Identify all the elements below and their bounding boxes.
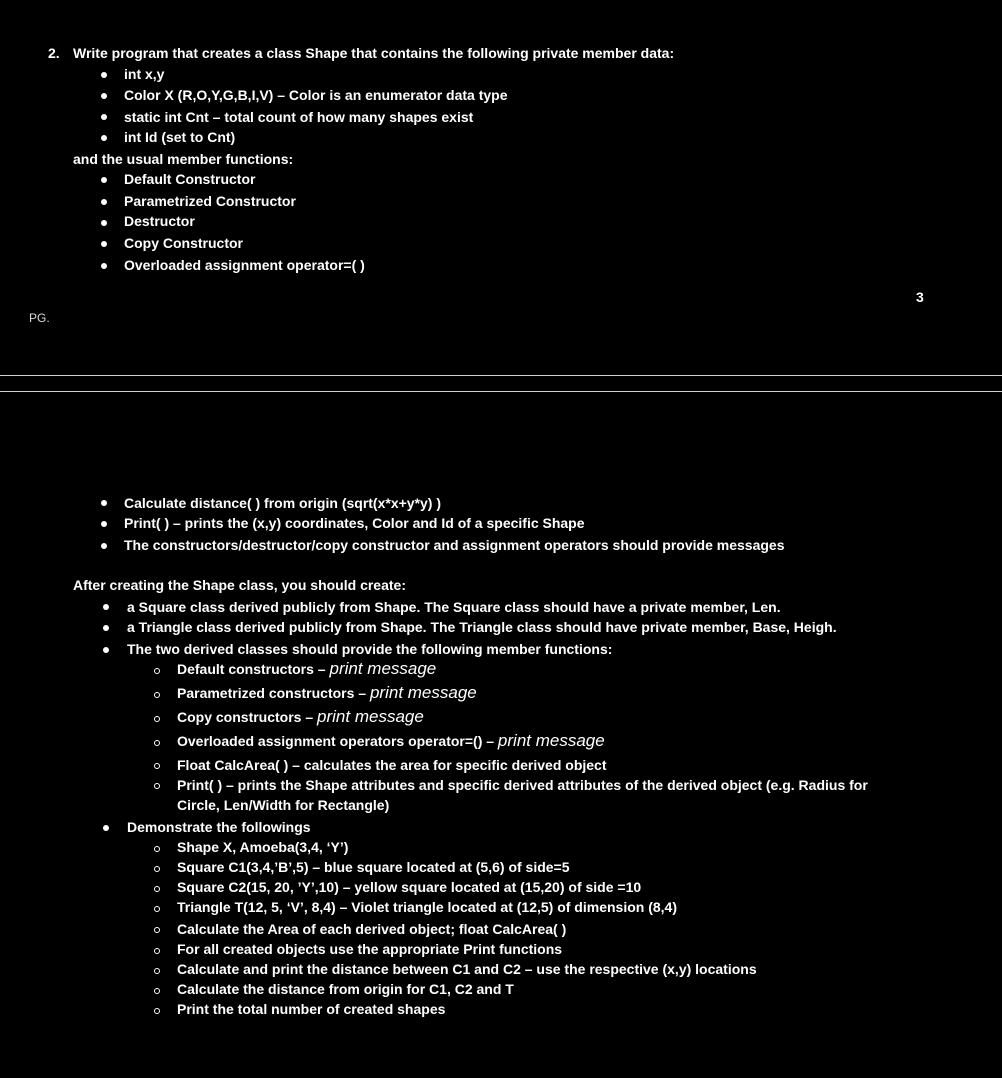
circle-bullet — [154, 716, 160, 722]
circle-bullet — [154, 988, 160, 994]
circle-bullet — [154, 968, 160, 974]
demonstrate-item: For all created objects use the appropriate Print functions — [177, 941, 563, 957]
bullet-dot — [101, 500, 107, 506]
derived-function-italic: print message — [317, 707, 424, 726]
derived-item: The two derived classes should provide the following member functions: — [127, 641, 613, 657]
bullet-dot — [101, 241, 107, 247]
circle-bullet — [154, 763, 160, 769]
pg-label: PG. — [29, 311, 50, 325]
bullet-dot — [101, 114, 107, 120]
function-item: Parametrized Constructor — [124, 193, 296, 209]
demonstrate-item: Calculate the distance from origin for C1, C2 and T — [177, 981, 514, 997]
page-separator — [0, 375, 1002, 376]
function-item: Overloaded assignment operator=( ) — [124, 257, 365, 273]
derived-function-text: Copy constructors – — [177, 709, 318, 725]
derived-function-item-continued: Circle, Len/Width for Rectangle) — [177, 797, 390, 813]
function-item: Destructor — [124, 213, 195, 229]
bullet-dot — [103, 625, 109, 631]
demonstrate-intro: Demonstrate the followings — [127, 819, 311, 835]
page-bottom — [0, 392, 1002, 1078]
derived-function-italic: print message — [497, 731, 605, 750]
bullet-dot — [101, 72, 107, 78]
derived-function-item — [177, 732, 605, 750]
demonstrate-item: Square C1(3,4,’B’,5) – blue square located at (5,6) of side=5 — [177, 859, 570, 875]
circle-bullet — [154, 906, 160, 912]
bullet-dot — [101, 263, 107, 269]
circle-bullet — [154, 692, 160, 698]
bullet-dot — [103, 825, 109, 831]
heading-number: 2. — [48, 45, 60, 61]
member-item: static int Cnt – total count of how many shapes exist — [124, 109, 474, 125]
derived-function-item — [177, 684, 477, 702]
member-item: int x,y — [124, 66, 165, 82]
demonstrate-item: Calculate and print the distance between C1 and C2 – use the respective (x,y) locations — [177, 961, 757, 977]
circle-bullet — [154, 866, 160, 872]
circle-bullet — [154, 1008, 160, 1014]
function-item: The constructors/destructor/copy constructor and assignment operators should provide messages — [124, 537, 785, 553]
derived-function-item — [177, 708, 424, 726]
function-item: Default Constructor — [124, 171, 256, 187]
bullet-dot — [101, 543, 107, 549]
derived-function-item: Print( ) – prints the Shape attributes and specific derived attributes of the derived object (e.g. Radius for — [177, 777, 868, 793]
bullet-dot — [101, 521, 107, 527]
demonstrate-item: Triangle T(12, 5, ‘V’, 8,4) – Violet triangle located at (12,5) of dimension (8,4) — [177, 899, 677, 915]
derived-function-text: Default constructors – — [177, 661, 330, 677]
demonstrate-item: Print the total number of created shapes — [177, 1001, 446, 1017]
demonstrate-item: Square C2(15, 20, ’Y’,10) – yellow square located at (15,20) of side =10 — [177, 879, 642, 895]
member-item: int Id (set to Cnt) — [124, 129, 236, 145]
heading: Write program that creates a class Shape that contains the following private member data: — [73, 45, 675, 61]
derived-function-item — [177, 660, 436, 678]
demonstrate-item: Shape X, Amoeba(3,4, ‘Y’) — [177, 839, 349, 855]
derived-function-item: Float CalcArea( ) – calculates the area for specific derived object — [177, 757, 607, 773]
derived-function-italic: print message — [369, 683, 477, 702]
after-intro: After creating the Shape class, you should create: — [73, 577, 406, 593]
derived-item: a Square class derived publicly from Shape. The Square class should have a private member, Len. — [127, 599, 781, 615]
derived-function-italic: print message — [329, 659, 437, 678]
circle-bullet — [154, 927, 160, 933]
derived-function-text: Parametrized constructors – — [177, 685, 370, 701]
function-item: Copy Constructor — [124, 235, 243, 251]
circle-bullet — [154, 886, 160, 892]
bullet-dot — [101, 93, 107, 99]
usual-functions-intro: and the usual member functions: — [73, 151, 294, 167]
bullet-dot — [101, 177, 107, 183]
circle-bullet — [154, 740, 160, 746]
page-number: 3 — [916, 289, 924, 305]
derived-function-text: Overloaded assignment operators operator=() – — [177, 733, 498, 749]
bullet-dot — [101, 199, 107, 205]
bullet-dot — [103, 604, 109, 610]
bullet-dot — [101, 220, 107, 226]
bullet-dot — [103, 647, 109, 653]
member-item: Color X (R,O,Y,G,B,I,V) – Color is an enumerator data type — [124, 87, 508, 103]
bullet-dot — [101, 135, 107, 141]
circle-bullet — [154, 948, 160, 954]
circle-bullet — [154, 668, 160, 674]
circle-bullet — [154, 783, 160, 789]
page-top — [0, 0, 1002, 375]
circle-bullet — [154, 846, 160, 852]
demonstrate-item: Calculate the Area of each derived object; float CalcArea( ) — [177, 921, 567, 937]
function-item: Calculate distance( ) from origin (sqrt(x*x+y*y) ) — [124, 495, 442, 511]
derived-item: a Triangle class derived publicly from Shape. The Triangle class should have private member, Base, Heigh. — [127, 619, 837, 635]
function-item: Print( ) – prints the (x,y) coordinates, Color and Id of a specific Shape — [124, 515, 585, 531]
